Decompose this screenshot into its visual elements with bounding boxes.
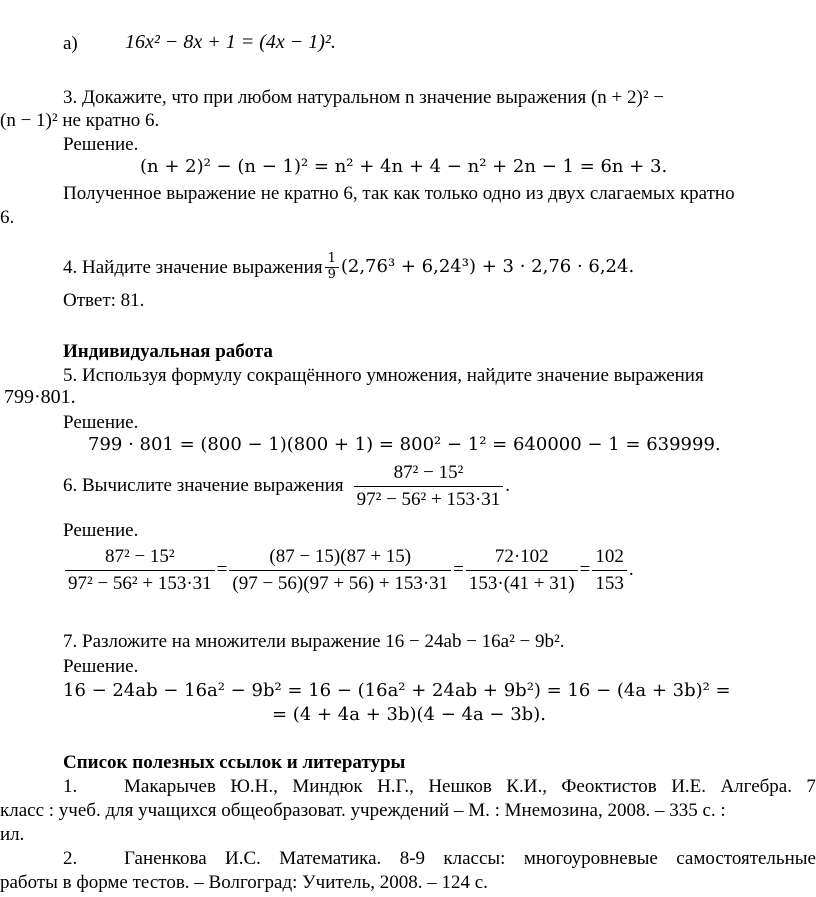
task6-denominator: 97² − 56² + 153·31 [356,488,501,510]
ref2-word: самостоятельные [676,848,816,869]
task4-expression: (2,76³ + 6,24³) + 3 · 2,76 · 6,24. [340,256,635,278]
ref1-line2: класс : учеб. для учащихся общеобразоват. учреждений – М. : Мнемозина, 2008. – 335 с. : [0,800,726,821]
task6-end: . [505,475,511,497]
item-a-expression: 16x² − 8x + 1 = (4x − 1)². [125,31,336,53]
ref1-line3: ил. [0,824,25,845]
task6-f1-numerator: 87² − 15² [65,546,215,571]
task6-solution-end: . [628,559,634,581]
ref1-word: Феоктистов [561,776,657,797]
ref1-line1 [124,776,816,798]
individual-heading [63,341,273,363]
ref2-word: 8-9 [399,848,426,869]
ref2-word: многоуровневые [523,848,658,869]
ref2-word: Ганенкова [124,848,207,869]
task7-line: 7. Разложите на множители выражение 16 − 24ab − 16a² − 9b². [63,631,565,652]
task5-formula: 799 · 801 = (800 − 1)(800 + 1) = 800² − 1² = 640000 − 1 = 639999. [88,434,721,455]
ref1-word: Миндюк [292,776,363,797]
ref2-word: И.С. [225,848,261,869]
equals-sign: = [216,559,228,581]
ref1-word: К.И., [506,776,547,797]
task6-f4-denominator: 153 [595,572,624,594]
ref2-word: классы: [443,848,506,869]
references-heading-text: Список полезных ссылок и литературы [63,752,406,773]
ref1-word: Макарычев [124,776,216,797]
task6-f4-numerator: 102 [592,546,627,571]
task6-solution-fraction-1 [65,546,215,595]
task4-prefix: 4. Найдите значение выражения [63,256,323,278]
ref1-word: 7 [806,776,816,797]
task6-f2-numerator: (87 − 15)(87 + 15) [229,546,451,571]
item-a-label: а) [63,33,78,54]
task7-formula-1: 16 − 24ab − 16a² − 9b² = 16 − (16a² + 24ab + 9b²) = 16 − (4a + 3b)² = [63,680,731,701]
task7-solution-label: Решение. [63,656,139,677]
ref2-number: 2. [63,848,78,869]
task6-solution-fraction-3 [466,546,578,595]
task6-solution-label: Решение. [63,520,139,541]
task6-numerator: 87² − 15² [354,462,504,487]
task7-formula-2: = (4 + 4a + 3b)(4 − 4a − 3b). [272,704,546,725]
task6-line [63,462,510,511]
task4-fraction-numerator: 1 [325,252,339,268]
ref2-line1 [124,848,816,870]
ref2-word: Математика. [279,848,382,869]
task4-line [63,252,634,283]
ref1-word: Алгебра. [720,776,792,797]
task4-fraction [325,252,339,283]
task6-prefix: 6. Вычислите значение выражения [63,475,344,497]
equals-sign: = [453,559,464,581]
ref2-line2: работы в форме тестов. – Волгоград: Учитель, 2008. – 124 с. [0,872,488,893]
task6-solution-fraction-2 [229,546,451,595]
individual-heading-text: Индивидуальная работа [63,341,273,362]
task6-fraction [354,462,504,511]
task3-explanation-2: 6. [0,207,15,228]
task6-f3-denominator: 153·(41 + 31) [468,572,575,594]
task6-solution-fraction-4 [592,546,627,595]
task6-solution [63,546,634,595]
task3-line2: (n − 1)² не кратно 6. [0,110,160,131]
task5-line2: 799·801. [4,386,76,408]
task6-f3-numerator: 72·102 [466,546,578,571]
task3-line1: 3. Докажите, что при любом натуральном n значение выражения (n + 2)² − [63,87,664,108]
ref1-number: 1. [63,776,78,797]
ref1-word: И.Е. [671,776,707,797]
task3-explanation-1: Полученное выражение не кратно 6, так как только одно из двух слагаемых кратно [63,183,735,204]
references-heading [63,752,405,774]
task3-solution-label: Решение. [63,134,139,155]
task3-formula: (n + 2)² − (n − 1)² = n² + 4n + 4 − n² + 2n − 1 = 6n + 3. [140,156,668,177]
task4-answer: Ответ: 81. [63,290,145,311]
task6-f1-denominator: 97² − 56² + 153·31 [68,572,212,594]
task5-line1: 5. Используя формулу сокращённого умножения, найдите значение выражения [63,365,704,386]
ref1-word: Нешков [428,776,492,797]
equals-sign: = [579,559,591,581]
ref1-word: Ю.Н., [230,776,278,797]
task4-fraction-denominator: 9 [327,266,336,282]
task5-solution-label: Решение. [63,412,139,433]
task6-f2-denominator: (97 − 56)(97 + 56) + 153·31 [232,572,449,594]
ref1-word: Н.Г., [377,776,414,797]
